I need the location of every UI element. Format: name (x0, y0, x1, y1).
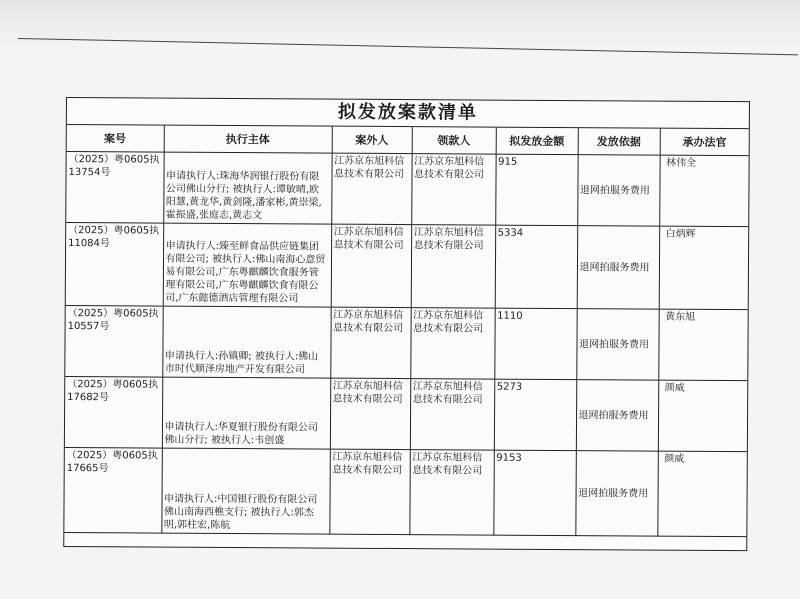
amount-cell: 915 (495, 154, 577, 225)
basis-cell: 退网拍服务费用 (576, 380, 658, 451)
case-no-cell: （2025）粤0605执10557号 (65, 306, 162, 378)
scan-top-margin (0, 0, 800, 46)
amount-cell: 9153 (493, 450, 576, 535)
subject-cell: 申请执行人:孙镇卿; 被执行人:佛山市时代顺泽房地产开发有限公司 (162, 306, 330, 378)
outsider-cell: 江苏京东旭科信息技术有限公司 (331, 224, 412, 307)
case-no-cell: （2025）粤0605执17665号 (64, 447, 162, 533)
outsider-cell: 江苏京东旭科信息技术有限公司 (330, 378, 410, 449)
case-no-cell: （2025）粤0605执17682号 (65, 377, 162, 449)
amount-cell: 5334 (495, 225, 578, 308)
judge-cell: 林伟全 (659, 155, 748, 227)
payee-cell: 江苏京东旭科信息技术有限公司 (411, 225, 496, 309)
judge-cell: 颜威 (657, 451, 747, 537)
subject-cell: 申请执行人:中国银行股份有限公司佛山南海西樵支行; 被执行人:郭杰明,郭柱宏,陈航 (161, 448, 330, 534)
basis-cell: 退网拍服务费用 (575, 451, 658, 536)
outsider-cell: 江苏京东旭科信息技术有限公司 (329, 449, 410, 534)
document-sheet (63, 97, 750, 551)
header-basis: 发放依据 (578, 128, 660, 155)
table-row (66, 152, 748, 227)
judge-cell: 白炳辉 (659, 226, 749, 310)
subject-cell: 申请执行人:臻至鲜食品供应链集团有限公司; 被执行人:佛山南海心意贸易有限公司,广东粤麒麟饮食服务管理有限公司,广东粤麒麟饮食有限公司,广东懿德酒店管理有限公司 (163, 223, 332, 307)
table-row (65, 377, 747, 452)
table-row (64, 447, 747, 536)
header-judge: 承办法官 (660, 129, 749, 156)
table-row (65, 306, 747, 381)
header-subject: 执行主体 (164, 126, 332, 154)
outsider-cell: 江苏京东旭科信息技术有限公司 (331, 153, 411, 224)
judge-cell: 黄东旭 (658, 309, 747, 381)
document-title: 拟发放案款清单 (67, 98, 749, 129)
amount-cell: 5273 (494, 379, 576, 450)
header-payee: 领款人 (412, 127, 496, 154)
subject-cell: 申请执行人:华夏银行股份有限公司佛山分行; 被执行人:韦创盛 (162, 377, 330, 449)
case-no-cell: （2025）粤0605执13754号 (66, 152, 163, 224)
payee-cell: 江苏京东旭科信息技术有限公司 (410, 308, 494, 380)
header-case-no: 案号 (67, 125, 164, 152)
table-row (66, 223, 748, 310)
header-row (67, 125, 749, 156)
basis-cell: 退网拍服务费用 (576, 309, 658, 380)
basis-cell: 退网拍服务费用 (577, 155, 659, 226)
payee-cell: 江苏京东旭科信息技术有限公司 (410, 379, 494, 451)
payment-table (64, 125, 748, 537)
case-no-cell: （2025）粤0605执11084号 (66, 223, 164, 307)
outsider-cell: 江苏京东旭科信息技术有限公司 (330, 307, 410, 378)
basis-cell: 退网拍服务费用 (577, 226, 660, 309)
payee-cell: 江苏京东旭科信息技术有限公司 (409, 450, 494, 536)
judge-cell: 颜威 (658, 380, 747, 452)
subject-cell: 申请执行人:珠海华润银行股份有限公司佛山分行; 被执行人:谭敏晴,欧阳慧,黄龙华,黄剑隆,潘家彬,黄崇梁,霍振盛,张庭志,黄志文 (163, 152, 331, 224)
payee-cell: 江苏京东旭科信息技术有限公司 (411, 154, 495, 226)
header-amount: 拟发放金额 (496, 128, 578, 155)
header-outsider: 案外人 (332, 127, 412, 154)
amount-cell: 1110 (494, 308, 576, 379)
